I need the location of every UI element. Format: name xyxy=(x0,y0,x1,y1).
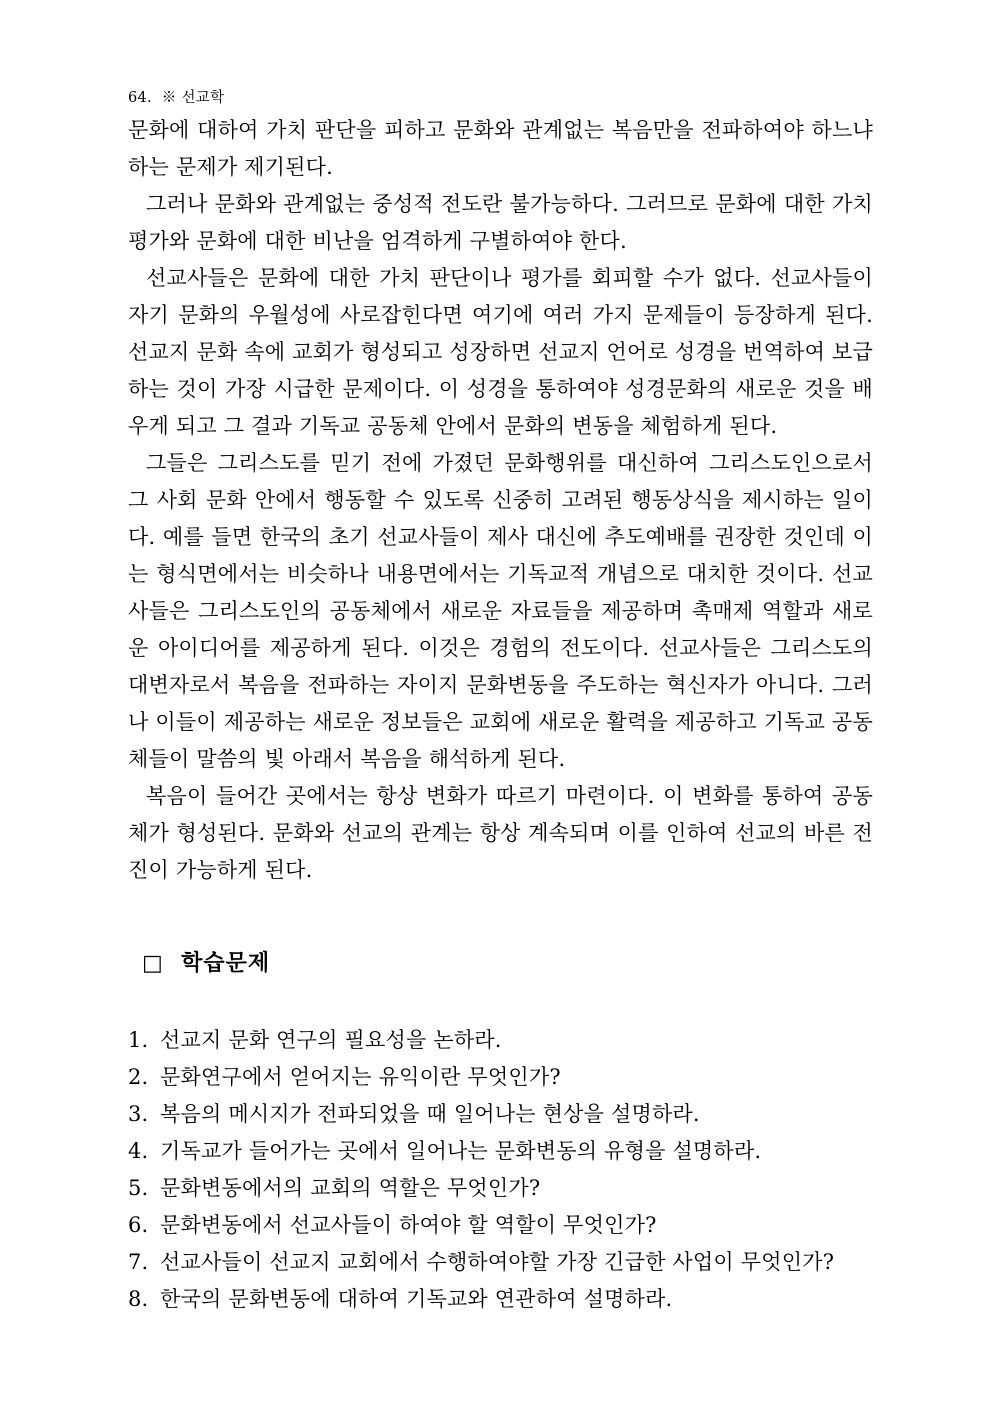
body-paragraph-4: 그들은 그리스도를 믿기 전에 가졌던 문화행위를 대신하여 그리스도인으로서 그 사회 문화 안에서 행동할 수 있도록 신중히 고려된 행동상식을 제시하는 일이다. 예를 들면 한국의 초기 선교사들이 제사 대신에 추도예배를 권장한 것인데 이는 형식면에서는 비슷하나 내용면에서는 기독교적 개념으로 대치한 것이다. 선교사들은 그리스도인의 공동체에서 새로운 자료들을 제공하며 촉매제 역할과 새로운 아이디어를 제공하게 된다. 이것은 경험의 전도이다. 선교사들은 그리스도의 대변자로서 복음을 전파하는 자이지 문화변동을 주도하는 혁신자가 아니다. 그러나 이들이 제공하는 새로운 정보들은 교회에 새로운 활력을 제공하고 기독교 공동체들이 말씀의 빛 아래서 복음을 해석하게 된다. xyxy=(128,451,873,771)
list-item xyxy=(128,1207,873,1244)
list-item-number: 2. xyxy=(128,1065,149,1089)
list-item-number: 6. xyxy=(128,1213,149,1237)
heading-bottom-spacer xyxy=(128,982,873,1022)
list-item-number: 5. xyxy=(128,1176,149,1200)
list-item xyxy=(128,1170,873,1207)
study-questions-list xyxy=(128,1022,873,1318)
body-paragraph-5: 복음이 들어간 곳에서는 항상 변화가 따르기 마련이다. 이 변화를 통하여 공동체가 형성된다. 문화와 선교의 관계는 항상 계속되며 이를 인하여 선교의 바른 전진이 가능하게 된다. xyxy=(128,784,873,882)
list-item-text: 문화변동에서 선교사들이 하여야 할 역할이 무엇인가? xyxy=(160,1213,657,1237)
list-item xyxy=(128,1281,873,1318)
section-heading-study-questions: □ 학습문제 xyxy=(142,950,271,976)
list-item-number: 3. xyxy=(128,1102,149,1126)
list-item-text: 한국의 문화변동에 대하여 기독교와 연관하여 설명하라. xyxy=(160,1287,673,1311)
list-item-number: 7. xyxy=(128,1250,149,1274)
list-item-text: 선교사들이 선교지 교회에서 수행하여야할 가장 긴급한 사업이 무엇인가? xyxy=(160,1250,835,1274)
list-item xyxy=(128,1022,873,1059)
list-item-text: 문화변동에서의 교회의 역할은 무엇인가? xyxy=(160,1176,541,1200)
list-item-number: 8. xyxy=(128,1287,149,1311)
list-item xyxy=(128,1244,873,1281)
list-item-text: 선교지 문화 연구의 필요성을 논하라. xyxy=(160,1028,502,1052)
body-paragraph-3: 선교사들은 문화에 대한 가치 판단이나 평가를 회피할 수가 없다. 선교사들이 자기 문화의 우월성에 사로잡힌다면 여기에 여러 가지 문제들이 등장하게 된다. 선교지 문화 속에 교회가 형성되고 성장하면 선교지 언어로 성경을 번역하여 보급하는 것이 가장 시급한 문제이다. 이 성경을 통하여야 성경문화의 새로운 것을 배우게 되고 그 결과 기독교 공동체 안에서 문화의 변동을 체험하게 된다. xyxy=(128,266,873,438)
list-item-text: 복음의 메시지가 전파되었을 때 일어나는 현상을 설명하라. xyxy=(160,1102,700,1126)
list-item-number: 4. xyxy=(128,1139,149,1163)
list-item xyxy=(128,1133,873,1170)
page-header: 64. ※ 선교학 xyxy=(128,90,225,106)
list-item xyxy=(128,1059,873,1096)
heading-top-spacer xyxy=(128,889,873,945)
body-paragraph-1: 문화에 대하여 가치 판단을 피하고 문화와 관계없는 복음만을 전파하여야 하느냐 하는 문제가 제기된다. xyxy=(128,118,873,179)
list-item-number: 1. xyxy=(128,1028,149,1052)
document-content xyxy=(128,88,873,1318)
body-paragraph-2: 그러나 문화와 관계없는 중성적 전도란 불가능하다. 그러므로 문화에 대한 가치 평가와 문화에 대한 비난을 엄격하게 구별하여야 한다. xyxy=(128,192,873,253)
list-item-text: 문화연구에서 얻어지는 유익이란 무엇인가? xyxy=(160,1065,561,1089)
list-item-text: 기독교가 들어가는 곳에서 일어나는 문화변동의 유형을 설명하라. xyxy=(160,1139,762,1163)
list-item xyxy=(128,1096,873,1133)
